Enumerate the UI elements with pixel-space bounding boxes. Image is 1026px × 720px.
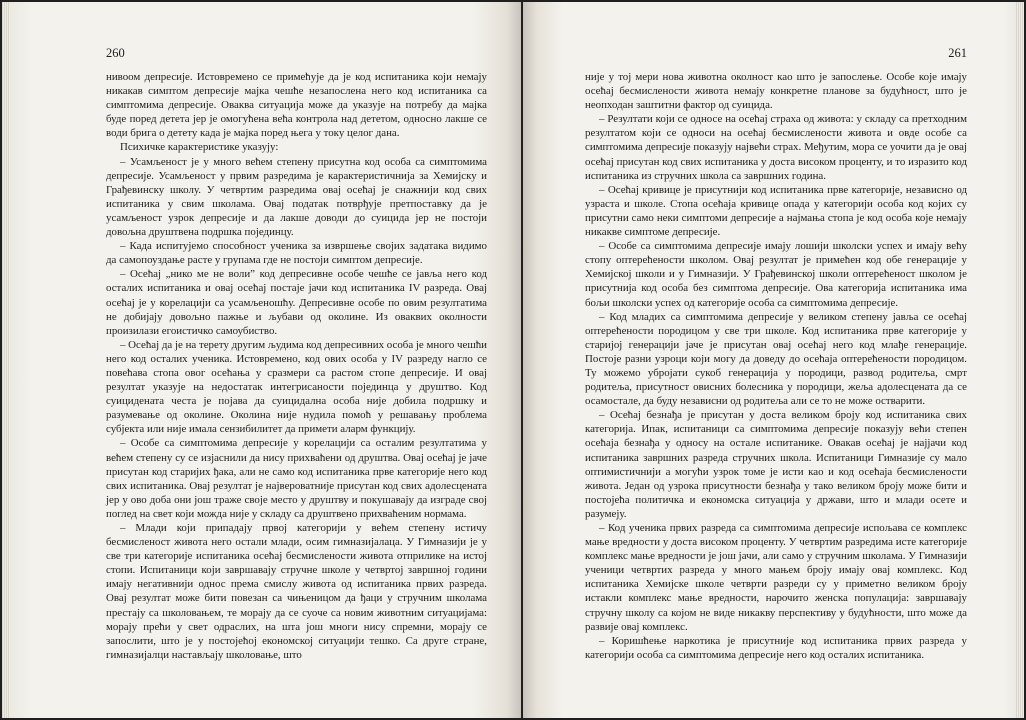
paragraph: – Резултати који се односе на осећај страха од живота: у складу са претходним резултатом који се односи на осећај бесмислености живота и овде особе са симптомима депресије показују највећи страх. Међутим, мора се уочити да је овај осећај присутан код свих испитаника у доста високом проценту, и то изразито код испитаника из стручних школа са завршних година. [585, 113, 967, 182]
paragraph: – Усамљеност је у много већем степену присутна код особа са симптомима депресије. Усамљеност у првим разредима је карактеристичнија за Хемијску и Грађевинску школу. У четвртим разредима овај осећај је снажнији код свих испитаника у свим школама. Овај податак потврђује претпоставку да је усамљеност узрок депресије и да лакше доводи до суицида јер не постоји довољна друштвена подршка појединцу. [106, 155, 487, 239]
paragraph: – Млади који припадају првој категорији у већем степену истичу бесмисленост живота него остали млади, осим гимназијалаца. У Гимназији је у све три категорије испитаника осећај бесмислености живота отприлике на истој стопи. Испитаници који завршавају стручне школе у четвртој завршној години имају негативнији однос према смислу живота од испитаника првих разреда. Овај резултат може бити повезан са чињеницом да ђаци у стручним школама престају са школовањем, те морају да се суоче са новим животним ситуацијама: морају прећи у свет одраслих, на шта још многи нису спремни, морају се запослити, што је у постојећој економској ситуацији тешко. Са друге стране, гимназијалци настављају школовање, што [106, 522, 487, 661]
paragraph: није у тој мери нова животна околност као што је запослење. Особе које имају осећај бесмислености живота немају конкретне планове за будућност, што је неопходан заштитни фактор од суицида. [585, 71, 967, 112]
left-page [2, 2, 521, 718]
paragraph: – Осећај кривице је присутнији код испитаника прве категорије, независно од узраста и школе. Стопа осећаја кривице опада у категорији особа код којих су присутни само неки симптоми депресије а најмања стопа је код особа које немају никакве симптоме депресије. [585, 183, 967, 239]
paragraph: – Коришћење наркотика је присутније код испитаника првих разреда у категорији особа са симптомима депресије него код осталих испитаника. [585, 634, 967, 661]
paragraph: – Када испитујемо способност ученика за извршење својих задатака видимо да самопоуздање расте у групама где не постоји симптом депресије. [106, 240, 487, 267]
right-page [523, 2, 1024, 718]
paragraph: – Особе са симптомима депресије имају лошији школски успех и имају већу стопу оптерећености школом. Овај резултат је примећен код обе генерације у Хемијској школи и у Гимназији. У Грађевинској школи оптерећеност школом је присутнија код особа без симптома депресије. Ова категорија испитаника има бољи школски успех од категорије особа са симптомима депресије. [585, 240, 967, 309]
right-page-edge [1016, 2, 1024, 718]
paragraph: – Особе са симптомима депресије у корелацији са осталим резултатима у већем степену су се изјаснили да нису прихваћени од друштва. Овај осећај је јаче присутан код старијих ђака, али не само код испитаника прве категорије него код свих испитаника. Овај резултат је највероватније присутан код свих адолесцената јер у ово доба они још траже своје место у друштву и покушавају да изграде свој поглед на свет који можда није у складу са друштвено прихваћеним нормама. [106, 437, 487, 520]
paragraph: – Осећај да је на терету другим људима код депресивних особа је много чешћи него код осталих ученика. Истовремено, код ових особа у IV разреду нагло се повећава стопа овог осећања у сразмери са растом стопе депресије. И овај резултат указује на недостатак интегрисаности појединца у друштво. Код суицидената честа је појава да суицидална особа није добила подршку и разумевање од околине. Околина није нудила помоћ у решавању проблема субјекта или није имала сензибилитет да примети аларм функцију. [106, 338, 487, 436]
page-number: 261 [948, 46, 967, 60]
left-page-text [106, 70, 487, 662]
left-page-edge [2, 2, 10, 718]
page-number: 260 [106, 46, 125, 60]
paragraph: – Код младих са симптомима депресије у великом степену јавља се осећај оптерећености породицом у све три школе. Код испитаника прве категорије у старијој генерацији јаче је присутан овај осећај него код млађе генерације. Постоје разни узроци који могу да доведу до осећаја оптерећености породицом. Ту можемо убројати сукоб генерација у породици, развод родитеља, смрт родитеља, присутност овисних болесника у породици, жеља адолесцената да се осамостале, да буду независни од родитеља али се то не може остварити. [585, 310, 967, 408]
paragraph: – Осећај безнађа је присутан у доста великом броју код испитаника свих категорија. Ипак, испитаници са симптомима депресије показују већи степен осећаја безнађа у односу на остале испитанике. Овакав осећај је најјачи код испитаника завршних разреда стручних школа. Испитаници Гимназије су мало оптимистичнији а могући узрок томе је исти као и код осећаја бесмислености живота. Један од узрока присутности безнађа у тако великом броју може бити и постојећа политичка и економска ситуација у држави, што и млади осете и разумеју. [585, 409, 967, 520]
paragraph: – Осећај „нико ме не воли” код депресивне особе чешће се јавља него код осталих испитаника и овај осећај постаје јачи код испитаника IV разреда. Овај осећај је у корелацији са усамљеношћу. Депресивне особе по овим резултатима не добијају довољно пажње и љубави од околине. Из оваквих околности произилази егоистичко самоубиство. [106, 268, 487, 337]
paragraph: – Код ученика првих разреда са симптомима депресије испољава се комплекс мање вредности у доста високом проценту. У четвртим разредима исте категорије комплекс мање вредности је још јачи, али само у стручним школама. У Гимназији ученици четвртих разреда у много мањем броју имају овај комплекс. Код испитаника Хемијске школе четврти разреди су у приметно великом броју истакли комплекс мање вредности, нарочито женска популација: завршавају стручну школу са којом не виде никакву перспективу у будућности, што може да развије овај комплекс. [585, 522, 967, 633]
paragraph: нивоом депресије. Истовремено се примећује да је код испитаника који немају никакав симптом депресије мајка чешће незапослена него код испитаника са симптомима депресије. Оваква ситуација може да указује на потребу да мајка буде поред детета јер је омогућена већа контрола над дететом, односно лакше се води брига о детету када је мајка поред њега у току целог дана. [106, 71, 487, 140]
right-page-text [585, 70, 967, 662]
paragraph: Психичке карактеристике указују: [120, 141, 279, 154]
